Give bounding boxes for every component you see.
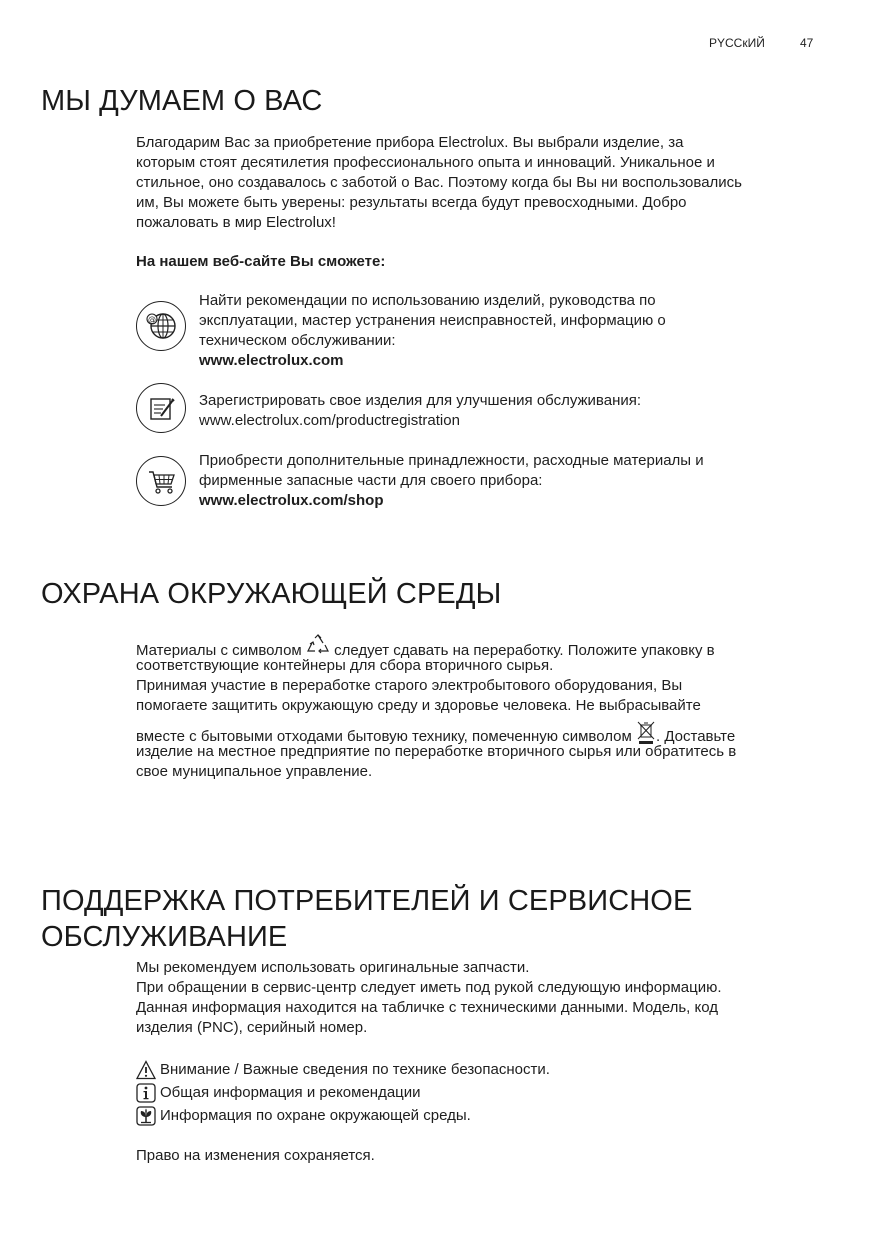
info-icon	[136, 1083, 156, 1103]
electrolux-link[interactable]: www.electrolux.com	[199, 352, 344, 369]
item-text-line: техническом обслуживании:	[199, 332, 396, 349]
intro-line: стильное, оно создавалось с заботой о Вас. Поэтому когда бы Вы ни воспользовались	[136, 174, 742, 191]
env-line: Принимая участие в переработке старого электробытового оборудования, Вы	[136, 677, 683, 694]
footer-note: Право на изменения сохраняется.	[136, 1147, 375, 1164]
env-line: соответствующие контейнеры для сбора вторичного сырья.	[136, 657, 554, 674]
legend-row-warning	[136, 1058, 826, 1081]
intro-line: Благодарим Вас за приобретение прибора Electrolux. Вы выбрали изделие, за	[136, 134, 684, 151]
service-paragraph	[136, 958, 826, 1038]
intro-line: им, Вы можете быть уверены: результаты всегда будут превосходными. Добро	[136, 194, 687, 211]
registration-link[interactable]: www.electrolux.com/productregistration	[199, 412, 460, 429]
env-line: изделие на местное предприятие по переработке вторичного сырья или обратитесь в	[136, 743, 737, 760]
item-text-line: фирменные запасные части для своего прибора:	[199, 472, 543, 489]
legend-text: Информация по охране окружающей среды.	[160, 1106, 471, 1124]
symbol-legend	[136, 1058, 826, 1127]
shopping-cart-icon	[136, 456, 186, 506]
website-item-shop	[136, 451, 826, 511]
env-line: помогаете защитить окружающую среду и здоровье человека. Не выбрасывайте	[136, 697, 701, 714]
website-heading: На нашем веб-сайте Вы сможете:	[136, 253, 386, 270]
env-line	[136, 634, 826, 659]
legend-text: Внимание / Важные сведения по технике безопасности.	[160, 1060, 550, 1078]
section-title-environment: ОХРАНА ОКРУЖАЮЩЕЙ СРЕДЫ	[41, 578, 502, 610]
intro-line: пожаловать в мир Electrolux!	[136, 214, 336, 231]
item-text-line: Приобрести дополнительные принадлежности, расходные материалы и	[199, 452, 704, 469]
warning-icon	[136, 1060, 156, 1080]
legend-text: Общая информация и рекомендации	[160, 1083, 421, 1101]
intro-line: которым стоят десятилетия профессионального опыта и инноваций. Уникальное и	[136, 154, 715, 171]
website-item-registration	[136, 391, 826, 451]
env-line	[136, 720, 826, 745]
registration-icon	[136, 383, 186, 433]
intro-paragraph	[136, 133, 826, 233]
service-line: Мы рекомендуем использовать оригинальные запчасти.	[136, 959, 530, 976]
legend-row-info	[136, 1081, 826, 1104]
svg-text:@: @	[148, 315, 156, 324]
page-number: 47	[800, 36, 814, 50]
title-line: ОБСЛУЖИВАНИЕ	[41, 921, 288, 953]
legend-row-environment	[136, 1104, 826, 1127]
environment-paragraph	[136, 634, 826, 782]
env-line: свое муниципальное управление.	[136, 763, 373, 780]
environment-icon	[136, 1106, 156, 1126]
service-line: При обращении в сервис-центр следует иметь под рукой следующую информацию.	[136, 979, 722, 996]
section-title-we-think-of-you: МЫ ДУМАЕМ О ВАС	[41, 85, 323, 117]
item-text-line: эксплуатации, мастер устранения неисправностей, информацию о	[199, 312, 666, 329]
website-item-support	[136, 291, 826, 369]
env-text: Материалы с символом	[136, 642, 302, 659]
header-language: PYCCкИЙ	[709, 36, 765, 50]
env-text: следует сдавать на переработку. Положите упаковку в	[334, 642, 715, 659]
section-title-customer-service	[41, 883, 692, 955]
item-text-line: Зарегистрировать свое изделия для улучшения обслуживания:	[199, 392, 642, 409]
shop-link[interactable]: www.electrolux.com/shop	[199, 492, 384, 509]
item-text-line: Найти рекомендации по использованию изделий, руководства по	[199, 292, 656, 309]
service-line: изделия (PNC), серийный номер.	[136, 1019, 368, 1036]
globe-icon	[136, 301, 186, 351]
env-text: . Доставьте	[655, 728, 736, 745]
title-line: ПОДДЕРЖКА ПОТРЕБИТЕЛЕЙ И СЕРВИСНОЕ	[41, 885, 693, 917]
service-line: Данная информация находится на табличке с техническими данными. Модель, код	[136, 999, 718, 1016]
env-text: вместе с бытовыми отходами бытовую технику, помеченную символом	[136, 728, 632, 745]
